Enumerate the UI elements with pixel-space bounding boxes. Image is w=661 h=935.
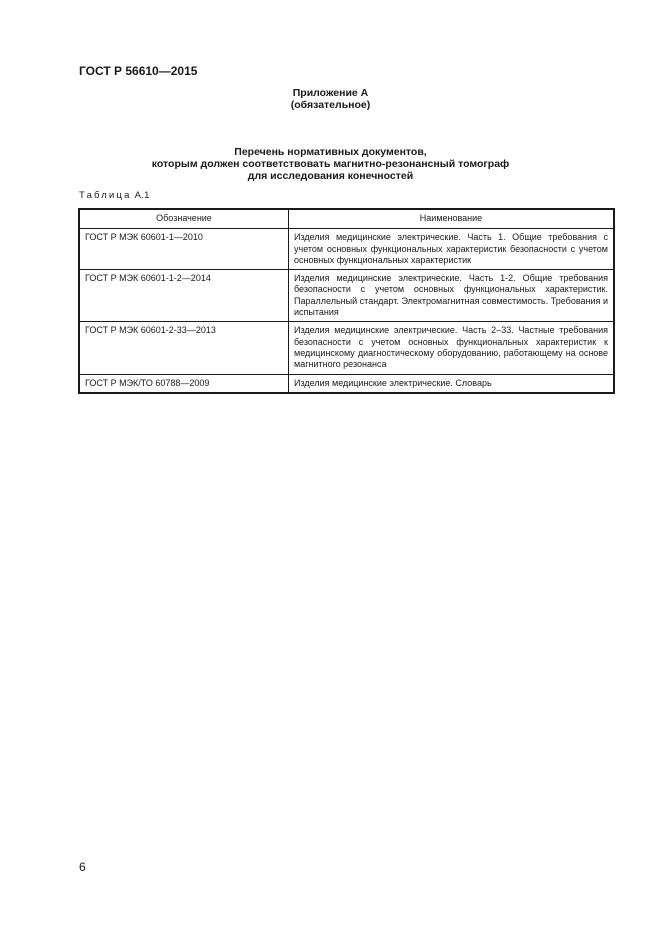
- cell-name: Изделия медицинские электрические. Часть 2–33. Частные требования безопасности с учетом основных функциональных характеристик к медицинскому диагностическому оборудованию, работающему на основе магнитного резонанса: [289, 322, 615, 374]
- document-code: ГОСТ Р 56610—2015: [79, 64, 198, 78]
- column-header-name: Наименование: [289, 209, 615, 229]
- cell-designation: ГОСТ Р МЭК/ТО 60788—2009: [79, 374, 289, 393]
- table-header-row: [79, 209, 614, 229]
- appendix-label: Приложение А: [292, 87, 369, 99]
- cell-designation: ГОСТ Р МЭК 60601-1—2010: [79, 229, 289, 270]
- table-caption-number: А.1: [134, 190, 150, 201]
- cell-name: Изделия медицинские электрические. Словарь: [289, 374, 615, 393]
- table-row: [79, 229, 614, 270]
- appendix-heading: [0, 87, 661, 111]
- cell-name: Изделия медицинские электрические. Часть 1-2. Общие требования безопасности с учетом основных функциональных характеристик. Параллельный стандарт. Электромагнитная совместимость. Требования и испытания: [289, 270, 615, 322]
- title-line: Перечень нормативных документов,: [234, 146, 427, 158]
- table-row: [79, 270, 614, 322]
- table-caption: [79, 190, 150, 201]
- cell-name: Изделия медицинские электрические. Часть 1. Общие требования с учетом основных функциональных характеристик безопасности с учетом основных функциональных характеристик: [289, 229, 615, 270]
- column-header-designation: Обозначение: [79, 209, 289, 229]
- section-title: [0, 146, 661, 182]
- standards-table: [78, 208, 615, 394]
- appendix-status: (обязательное): [290, 99, 371, 111]
- title-line: для исследования конечностей: [247, 170, 414, 182]
- title-line: которым должен соответствовать магнитно-резонансный томограф: [151, 158, 510, 170]
- page-number: 6: [79, 860, 86, 874]
- cell-designation: ГОСТ Р МЭК 60601-2-33—2013: [79, 322, 289, 374]
- table-caption-word: Таблица: [79, 190, 132, 201]
- table-row: [79, 322, 614, 374]
- cell-designation: ГОСТ Р МЭК 60601-1-2—2014: [79, 270, 289, 322]
- table-row: [79, 374, 614, 393]
